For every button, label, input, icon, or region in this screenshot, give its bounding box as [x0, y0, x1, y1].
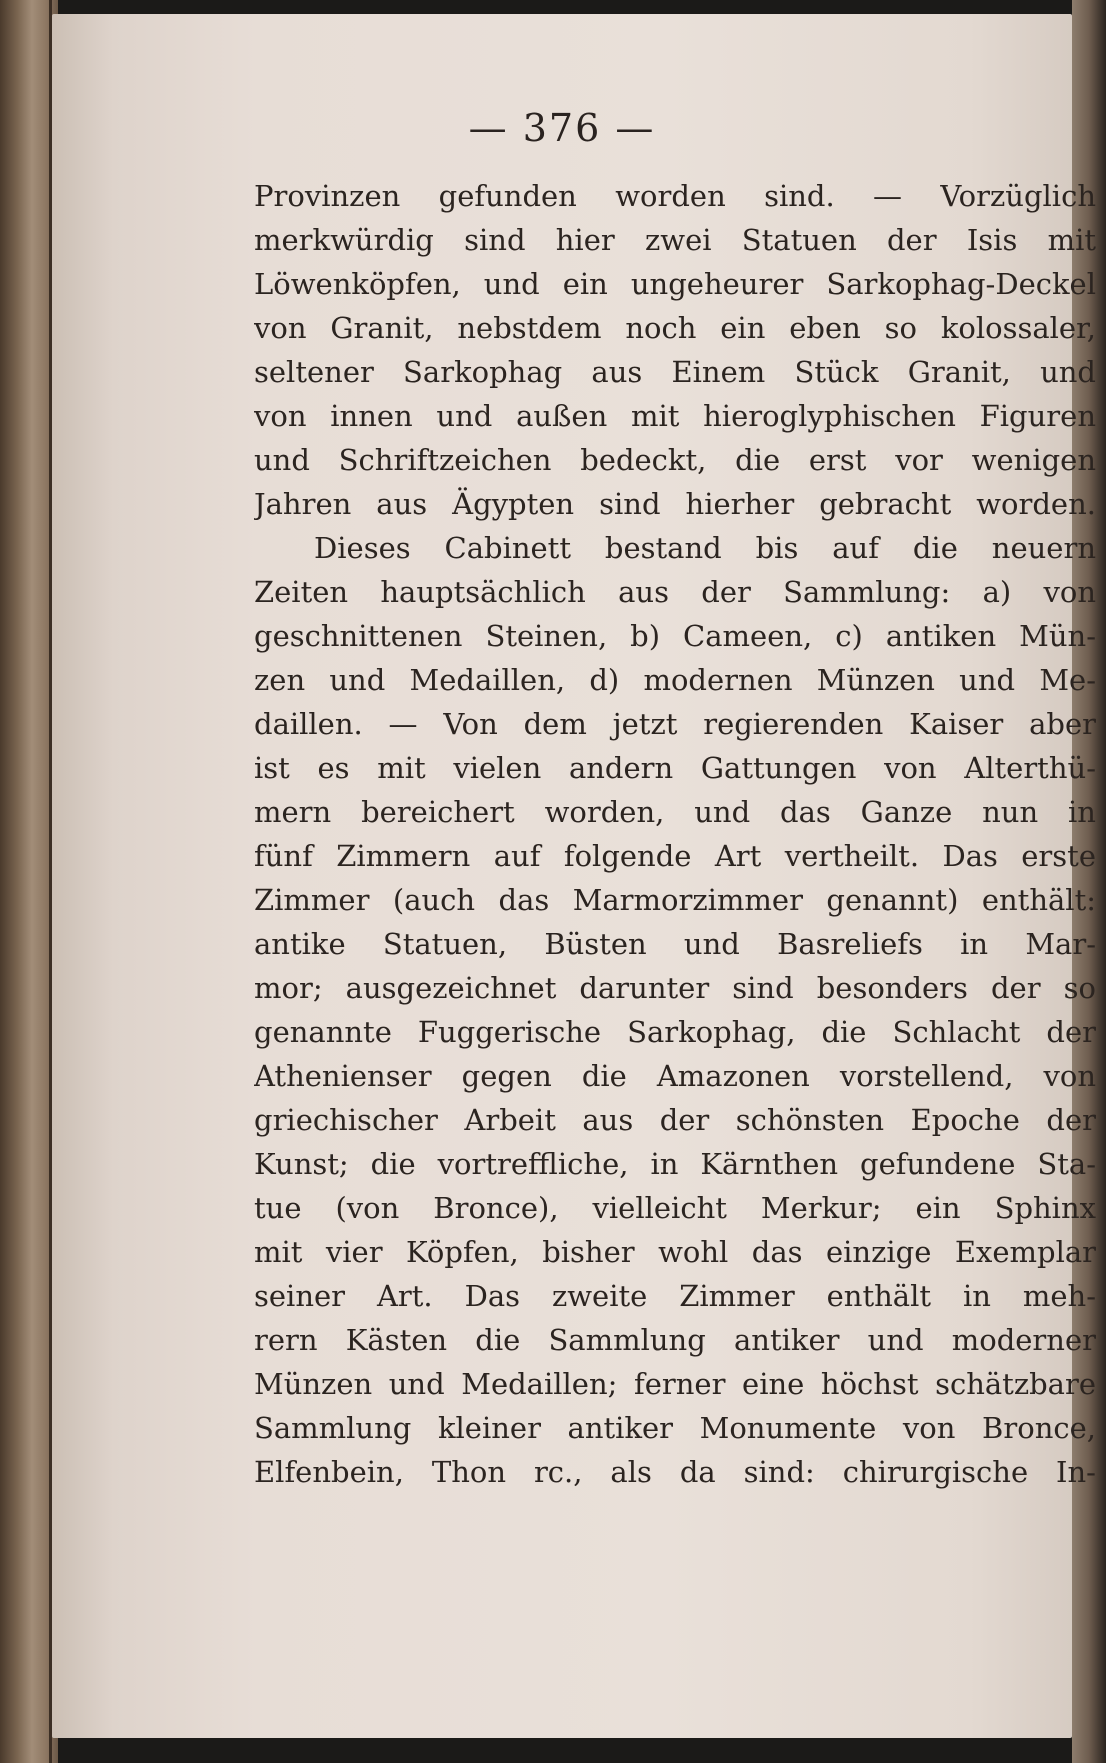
text-line: ist es mit vielen andern Gattungen von Alterthü- — [254, 751, 1096, 785]
text-line: zen und Medaillen, d) modernen Münzen und Me- — [254, 663, 1096, 697]
text-line: Löwenköpfen, und ein ungeheurer Sarkophag-Deckel — [254, 267, 1096, 301]
text-line: Kunst; die vortreffliche, in Kärnthen gefundene Sta- — [254, 1147, 1096, 1181]
text-line: Münzen und Medaillen; ferner eine höchst schätzbare — [254, 1367, 1096, 1401]
text-line: Zeiten hauptsächlich aus der Sammlung: a) von — [254, 575, 1096, 609]
text-line: seiner Art. Das zweite Zimmer enthält in meh- — [254, 1279, 1096, 1313]
text-line: griechischer Arbeit aus der schönsten Epoche der — [254, 1103, 1096, 1137]
page-number-header: — 376 — — [468, 106, 656, 150]
text-line: antike Statuen, Büsten und Basreliefs in Mar- — [254, 927, 1096, 961]
text-line: rern Kästen die Sammlung antiker und moderner — [254, 1323, 1096, 1357]
text-line-paragraph-start: Dieses Cabinett bestand bis auf die neuern — [314, 531, 1096, 565]
text-line: Sammlung kleiner antiker Monumente von Bronce, — [254, 1411, 1096, 1445]
text-line: geschnittenen Steinen, b) Cameen, c) antiken Mün- — [254, 619, 1096, 653]
text-line: mor; ausgezeichnet darunter sind besonders der so — [254, 971, 1096, 1005]
text-line: von Granit, nebstdem noch ein eben so kolossaler, — [254, 311, 1096, 345]
text-line: merkwürdig sind hier zwei Statuen der Isis mit — [254, 223, 1096, 257]
book-spine-edge — [0, 0, 58, 1763]
text-line: fünf Zimmern auf folgende Art vertheilt. Das erste — [254, 839, 1096, 873]
text-line: daillen. — Von dem jetzt regierenden Kaiser aber — [254, 707, 1096, 741]
book-page — [52, 14, 1096, 1738]
text-line: seltener Sarkophag aus Einem Stück Granit, und — [254, 355, 1096, 389]
text-line: mern bereichert worden, und das Ganze nun in — [254, 795, 1096, 829]
text-line: Zimmer (auch das Marmorzimmer genannt) enthält: — [254, 883, 1096, 917]
text-line: Elfenbein, Thon rc., als da sind: chirurgische In- — [254, 1455, 1096, 1489]
text-line: und Schriftzeichen bedeckt, die erst vor wenigen — [254, 443, 1096, 477]
text-line: Provinzen gefunden worden sind. — Vorzüglich — [254, 179, 1096, 213]
text-line: tue (von Bronce), vielleicht Merkur; ein Sphinx — [254, 1191, 1096, 1225]
body-text — [254, 174, 1096, 1494]
text-line: Jahren aus Ägypten sind hierher gebracht worden. — [254, 487, 1096, 521]
text-line: mit vier Köpfen, bisher wohl das einzige Exemplar — [254, 1235, 1096, 1269]
text-line: von innen und außen mit hieroglyphischen Figuren — [254, 399, 1096, 433]
text-line: Athenienser gegen die Amazonen vorstellend, von — [254, 1059, 1096, 1093]
text-line: genannte Fuggerische Sarkophag, die Schlacht der — [254, 1015, 1096, 1049]
